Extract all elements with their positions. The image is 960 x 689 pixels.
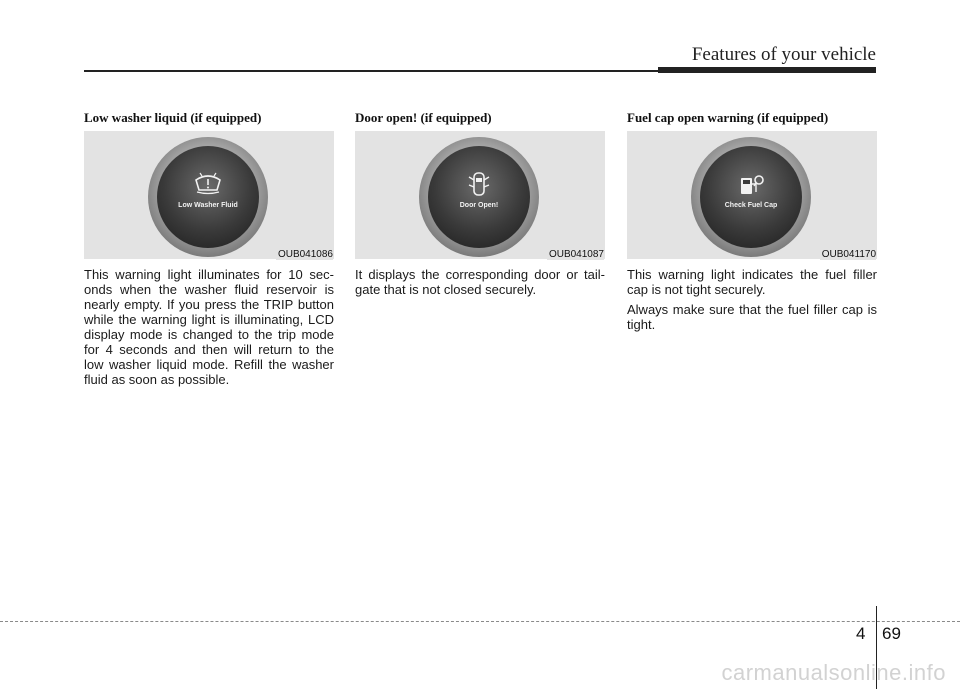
- watermark: carmanualsonline.info: [721, 660, 946, 685]
- fuel-cap-icon: [736, 172, 766, 196]
- section-body: It displays the corresponding door or tail-gate that is not closed securely.: [355, 267, 605, 297]
- figure-code: OUB041086: [277, 249, 333, 260]
- gauge-bezel: [148, 137, 268, 257]
- section-low-washer-liquid: [84, 112, 334, 387]
- gauge-bezel: [419, 137, 539, 257]
- section-door-open: [355, 112, 605, 297]
- section-title: Door open! (if equipped): [355, 110, 492, 125]
- section-body: This warning light indicates the fuel filler cap is not tight securely.: [627, 267, 877, 297]
- section-title: Low washer liquid (if equipped): [84, 110, 262, 125]
- page-number: 69: [882, 624, 901, 643]
- car-door-open-icon: [464, 172, 494, 196]
- gauge-display: [700, 146, 802, 248]
- section-body: This warning light illuminates for 10 sec-onds when the washer fluid reservoir is nearly empty. If you press the TRIP button while the warning light is illuminating, LCD display mode is changed to the trip mode for 4 seconds and then will return to the low washer liquid mode. Refill the washer fluid as soon as possible.: [84, 267, 334, 387]
- washer-fluid-icon: [193, 172, 223, 196]
- gauge-bezel: [691, 137, 811, 257]
- display-label: Low Washer Fluid: [178, 202, 238, 209]
- gauge-display: [157, 146, 259, 248]
- header-rule-accent: [658, 67, 876, 73]
- display-label: Check Fuel Cap: [724, 202, 778, 209]
- gauge-display: [428, 146, 530, 248]
- figure-door-open: [355, 131, 605, 259]
- display-label: Door Open!: [459, 202, 499, 209]
- figure-code: OUB041087: [548, 249, 604, 260]
- header-title: Features of your vehicle: [691, 44, 876, 65]
- section-fuel-cap-warning: [627, 112, 877, 332]
- figure-check-fuel-cap: [627, 131, 877, 259]
- chapter-number: 4: [856, 624, 866, 643]
- figure-code: OUB041170: [821, 249, 876, 260]
- figure-low-washer-fluid: [84, 131, 334, 259]
- section-body-2: Always make sure that the fuel filler cap is tight.: [627, 302, 877, 332]
- footer-rule: [0, 621, 960, 622]
- section-title: Fuel cap open warning (if equipped): [627, 110, 829, 125]
